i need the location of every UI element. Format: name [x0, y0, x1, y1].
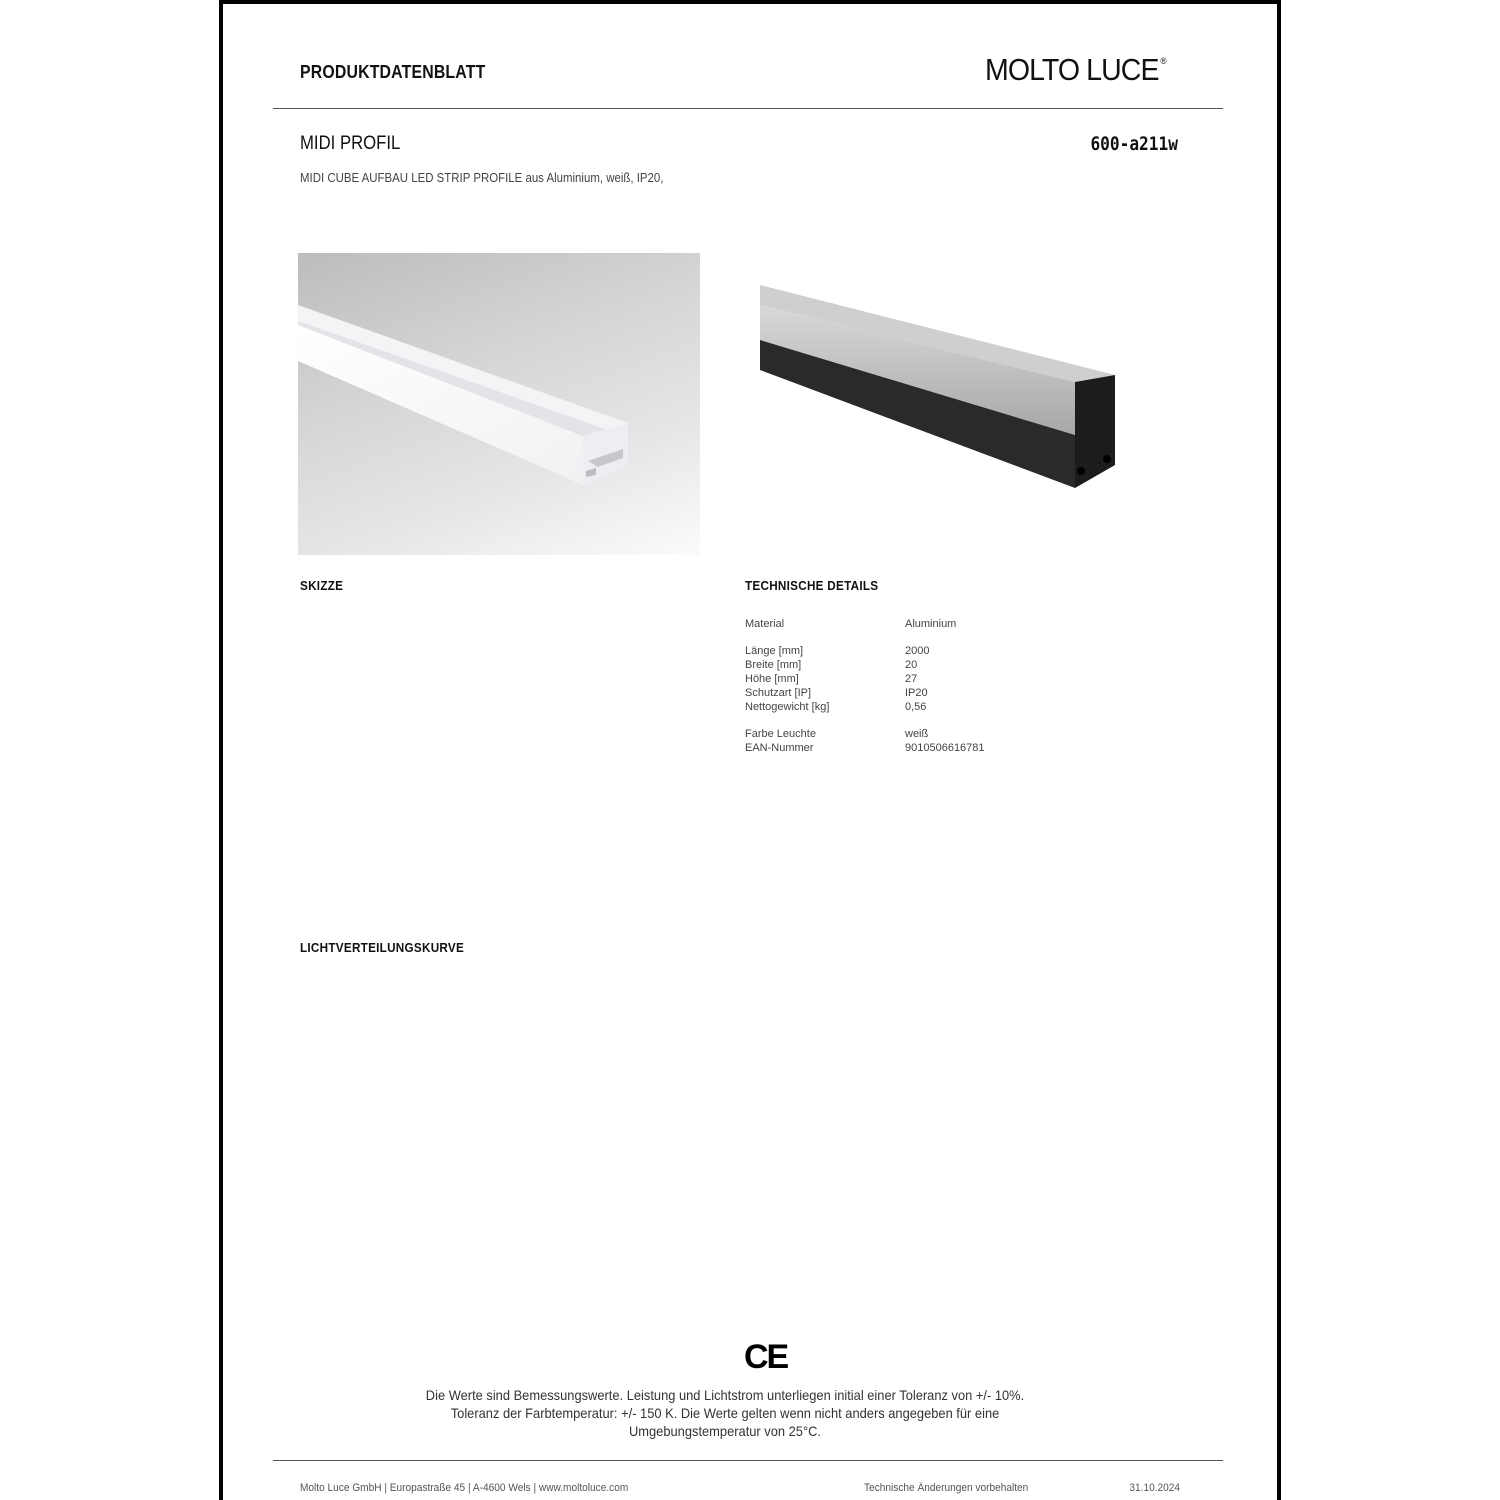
notice-line: Toleranz der Farbtemperatur: +/- 150 K. Die Werte gelten wenn nicht anders angegeben für eine: [450, 1405, 1000, 1421]
document-type-title: PRODUKTDATENBLATT: [300, 62, 486, 82]
spec-row: [745, 672, 1165, 686]
product-code: 600-a211w: [1090, 133, 1178, 155]
product-image-black-profile: [745, 270, 1140, 500]
product-description: MIDI CUBE AUFBAU LED STRIP PROFILE aus Aluminium, weiß, IP20,: [300, 170, 664, 185]
notice-line: Die Werte sind Bemessungswerte. Leistung und Lichtstrom unterliegen initial einer Toleranz von +/- 10%.: [425, 1387, 1025, 1403]
spec-row: [745, 686, 1165, 700]
footer-company-info: Molto Luce GmbH | Europastraße 45 | A-4600 Wels | www.moltoluce.com: [300, 1482, 629, 1494]
footer-divider: [273, 1460, 1223, 1461]
footer-date: 31.10.2024: [1129, 1482, 1180, 1494]
spec-value: 0,56: [905, 701, 927, 713]
brand-name: MOLTO LUCE: [985, 52, 1159, 87]
registered-mark: ®: [1160, 56, 1166, 66]
spec-row: [745, 727, 1165, 741]
footer-disclaimer: Technische Änderungen vorbehalten: [864, 1482, 1029, 1494]
product-image-white-profile: [298, 253, 700, 555]
product-title: MIDI PROFIL: [300, 133, 401, 154]
ce-mark-icon: CE: [744, 1338, 788, 1376]
spec-row: [745, 741, 1165, 755]
technical-details-table: [745, 617, 1165, 755]
notice-line: Umgebungstemperatur von 25°C.: [628, 1423, 822, 1439]
spec-value: weiß: [905, 728, 929, 740]
spec-label: Farbe Leuchte: [745, 728, 816, 740]
section-sketch-heading: SKIZZE: [300, 578, 344, 593]
spec-row: [745, 644, 1165, 658]
brand-logo: [985, 52, 1166, 88]
spec-value: Aluminium: [905, 618, 957, 630]
spec-value: 20: [905, 659, 918, 671]
spec-row: [745, 700, 1165, 714]
spec-label: Material: [745, 618, 785, 630]
spec-value: 27: [905, 673, 918, 685]
spec-label: Breite [mm]: [745, 659, 802, 671]
spec-label: Höhe [mm]: [745, 673, 799, 685]
tolerance-notice: [334, 1386, 1116, 1440]
spec-label: Länge [mm]: [745, 645, 804, 657]
spec-value: IP20: [905, 687, 928, 699]
spec-label: Schutzart [IP]: [745, 687, 812, 699]
spec-value: 2000: [905, 645, 930, 657]
spec-row: [745, 658, 1165, 672]
section-technical-heading: TECHNISCHE DETAILS: [745, 578, 879, 593]
spec-label: Nettogewicht [kg]: [745, 701, 830, 713]
header-divider: [273, 108, 1223, 109]
section-light-curve-heading: LICHTVERTEILUNGSKURVE: [300, 940, 465, 955]
spec-label: EAN-Nummer: [745, 742, 814, 754]
spec-value: 9010506616781: [905, 742, 985, 754]
spec-row: [745, 617, 1165, 631]
